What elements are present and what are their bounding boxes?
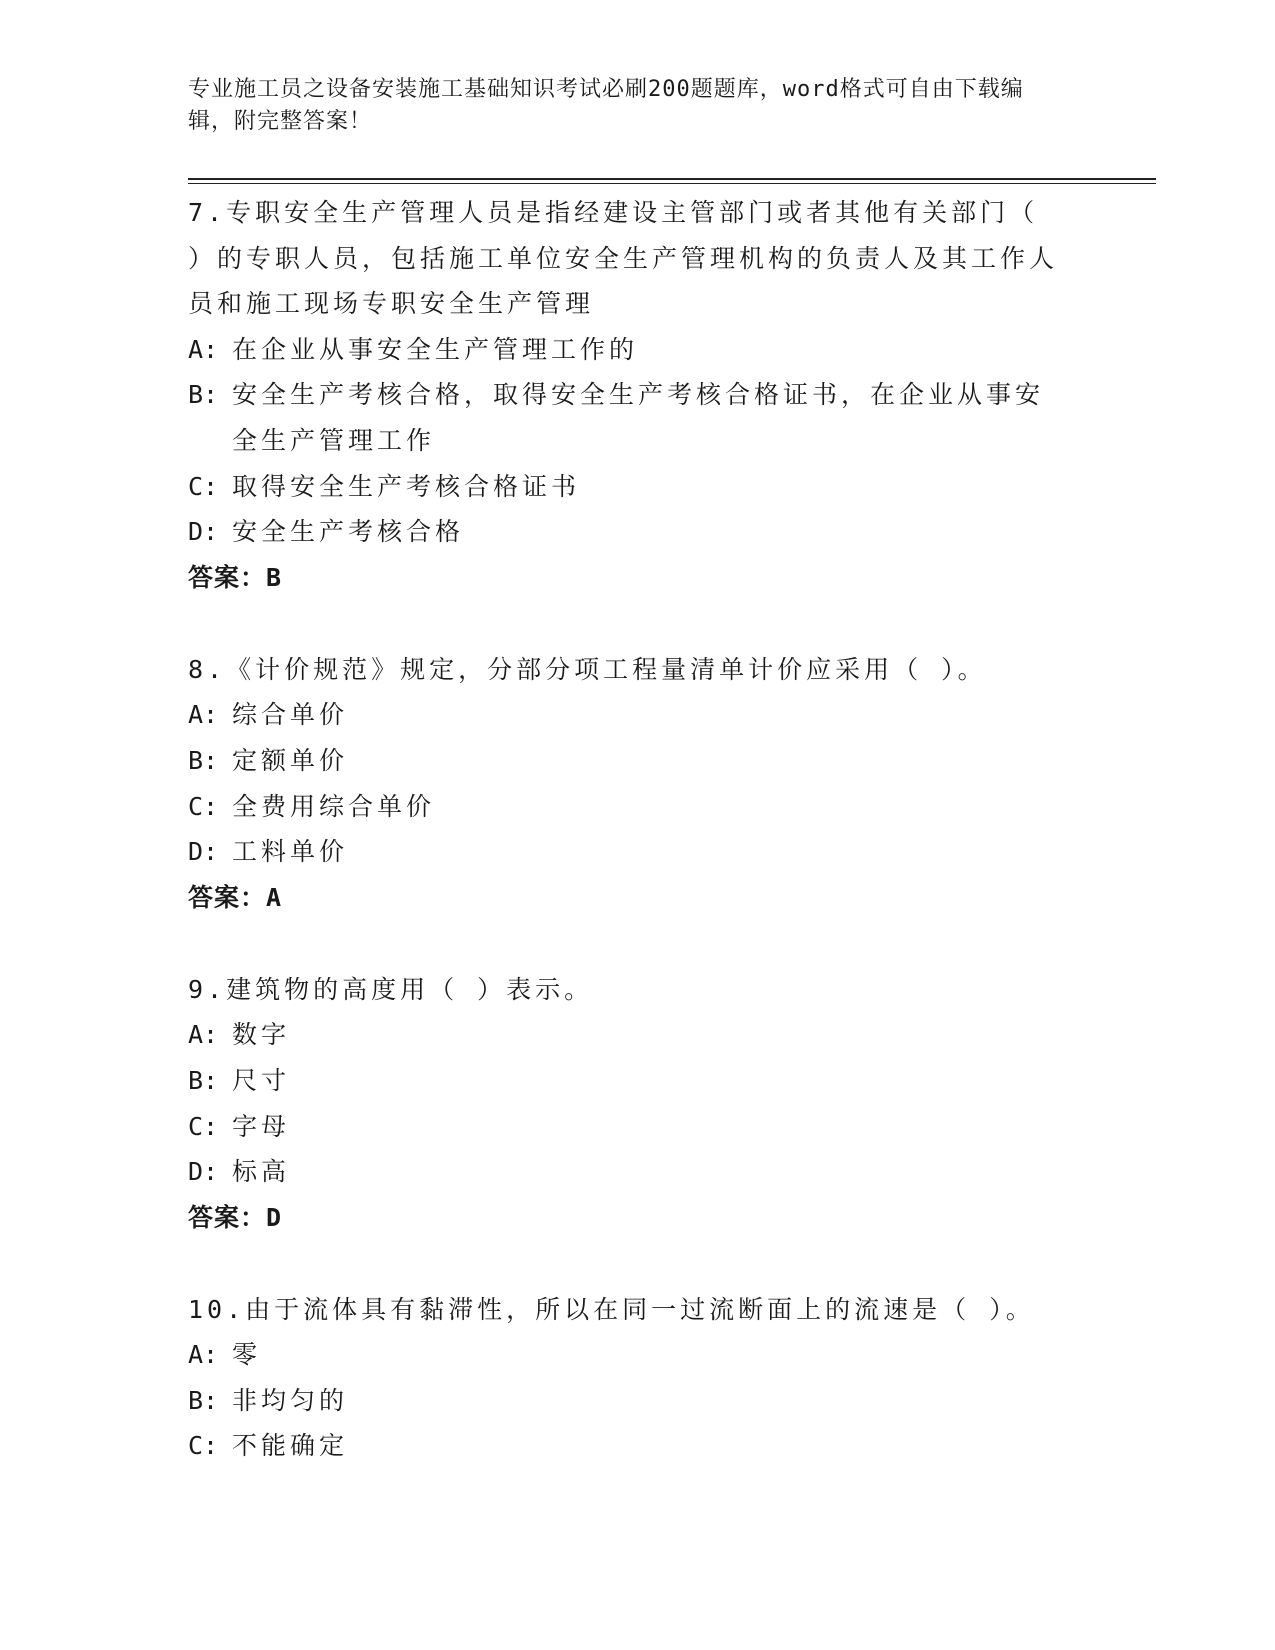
option-text: 安全生产考核合格，取得安全生产考核合格证书，在企业从事安全生产管理工作 — [232, 380, 1045, 455]
option-key: C: — [188, 471, 219, 501]
option-key: C: — [188, 1111, 219, 1141]
option-text: 取得安全生产考核合格证书 — [232, 471, 581, 501]
option-text: 综合单价 — [232, 700, 349, 730]
option-text: 全费用综合单价 — [232, 791, 436, 821]
question-stem: 9.建筑物的高度用（ ）表示。 — [188, 974, 594, 1004]
option-key: B: — [188, 1385, 219, 1415]
option-text: 不能确定 — [232, 1431, 349, 1461]
option-b — [188, 1058, 1068, 1104]
answer-label: 答案：D — [188, 1202, 283, 1232]
option-text: 尺寸 — [232, 1065, 291, 1095]
option-b — [188, 1378, 1068, 1424]
option-text: 非均匀的 — [232, 1385, 349, 1415]
answer-label: 答案：A — [188, 882, 283, 912]
option-d — [188, 1149, 1068, 1195]
question-stem: 7.专职安全生产管理人员是指经建设主管部门或者其他有关部门（ ）的专职人员，包括施工单位安全生产管理机构的负责人及其工作人员和施工现场专职安全生产管理 — [188, 198, 1059, 319]
option-text: 标高 — [232, 1157, 291, 1187]
option-key: C: — [188, 1431, 219, 1461]
option-key: B: — [188, 745, 219, 775]
option-key: A: — [188, 1340, 219, 1370]
option-c — [188, 464, 1068, 510]
option-b — [188, 738, 1068, 784]
question-stem: 10.由于流体具有黏滞性，所以在同一过流断面上的流速是（ ）。 — [188, 1294, 1035, 1324]
header-divider — [188, 178, 1156, 184]
option-key: A: — [188, 1020, 219, 1050]
option-c — [188, 784, 1068, 830]
option-text: 数字 — [232, 1020, 291, 1050]
option-key: B: — [188, 380, 219, 410]
option-text: 在企业从事安全生产管理工作的 — [232, 334, 639, 364]
option-text: 字母 — [232, 1111, 291, 1141]
option-key: B: — [188, 1065, 219, 1095]
option-text: 定额单价 — [232, 745, 349, 775]
question-list — [188, 190, 1148, 1515]
option-text: 零 — [232, 1340, 262, 1370]
question-9 — [188, 967, 1148, 1241]
answer-label: 答案：B — [188, 562, 283, 592]
option-key: D: — [188, 517, 219, 547]
question-7 — [188, 190, 1148, 601]
option-text: 安全生产考核合格 — [232, 517, 465, 547]
option-c — [188, 1104, 1068, 1150]
option-text: 工料单价 — [232, 837, 349, 867]
option-c — [188, 1423, 1068, 1469]
option-key: A: — [188, 334, 219, 364]
option-key: A: — [188, 700, 219, 730]
option-b — [188, 372, 1068, 463]
option-key: C: — [188, 791, 219, 821]
document-page — [188, 0, 1148, 1650]
option-d — [188, 829, 1068, 875]
option-a — [188, 692, 1068, 738]
option-key: D: — [188, 837, 219, 867]
document-intro: 专业施工员之设备安装施工基础知识考试必刷200题题库，word格式可自由下载编辑，附完整答案！ — [188, 77, 1024, 134]
option-a — [188, 327, 1068, 373]
option-key: D: — [188, 1157, 219, 1187]
option-a — [188, 1012, 1068, 1058]
option-a — [188, 1332, 1068, 1378]
question-8 — [188, 647, 1148, 921]
question-stem: 8.《计价规范》规定，分部分项工程量清单计价应采用（ ）。 — [188, 654, 987, 684]
option-d — [188, 509, 1068, 555]
question-10 — [188, 1287, 1148, 1469]
